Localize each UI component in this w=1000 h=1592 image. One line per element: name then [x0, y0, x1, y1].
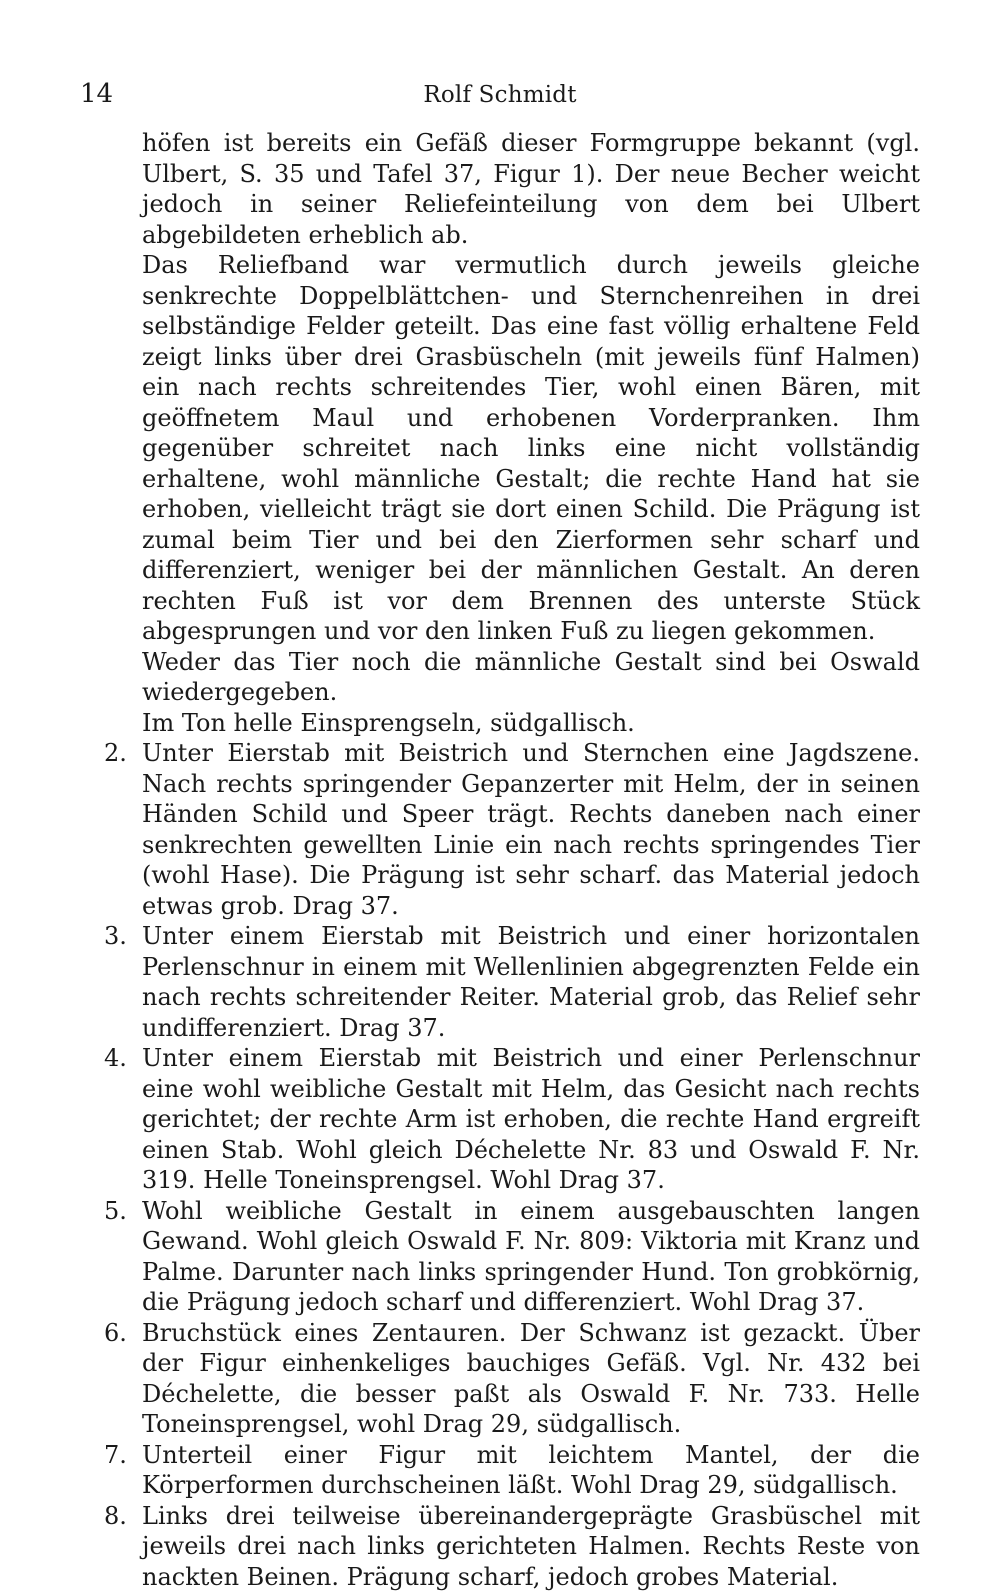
list-text: Unter Eierstab mit Beistrich und Sternchen eine Jagdszene. Nach rechts springender Gepanzerter mit Helm, der in seinen Händen Schild und Speer trägt. Rechts daneben nach einer senkrechten gewellten Linie ein nach rechts springendes Tier (wohl Hase). Die Prägung ist sehr scharf. das Material jedoch etwas grob. Drag 37.: [142, 739, 920, 920]
numbered-list: [142, 738, 920, 1592]
paragraph-relief-description: Das Reliefband war vermutlich durch jeweils gleiche senkrechte Doppelblättchen- und Sternchenreihen in drei selbständige Felder geteilt. Das eine fast völlig erhaltene Feld zeigt links über drei Grasbüscheln (mit jeweils fünf Halmen) ein nach rechts schreitendes Tier, wohl einen Bären, mit geöffnetem Maul und erhobenen Vorderpranken. Ihm gegenüber schreitet nach links eine nicht vollständig erhaltene, wohl männliche Gestalt; die rechte Hand hat sie erhoben, vielleicht trägt sie dort einen Schild. Die Prägung ist zumal beim Tier und bei den Zierformen sehr scharf und differenziert, weniger bei der männlichen Gestalt. An deren rechten Fuß ist vor dem Brennen des unterste Stück abgesprungen und vor den linken Fuß zu liegen gekommen.: [142, 250, 920, 647]
body-text: [142, 128, 920, 1592]
list-number: 8.: [104, 1501, 136, 1532]
list-number: 6.: [104, 1318, 136, 1349]
page-number: 14: [80, 78, 113, 110]
list-text: Unterteil einer Figur mit leichtem Mantel, der die Körperformen durchscheinen läßt. Wohl Drag 29, südgallisch.: [142, 1441, 920, 1500]
list-item-4: [142, 1043, 920, 1196]
list-text: Wohl weibliche Gestalt in einem ausgebauschten langen Gewand. Wohl gleich Oswald F. Nr. 809: Viktoria mit Kranz und Palme. Darunter nach links springender Hund. Ton grobkörnig, die Prägung jedoch scharf und differenziert. Wohl Drag 37.: [142, 1197, 920, 1317]
list-text: Unter einem Eierstab mit Beistrich und einer Perlenschnur eine wohl weibliche Gestalt mit Helm, das Gesicht nach rechts gerichtet; der rechte Arm ist erhoben, die rechte Hand ergreift einen Stab. Wohl gleich Déchelette Nr. 83 und Oswald F. Nr. 319. Helle Toneinsprengsel. Wohl Drag 37.: [142, 1044, 920, 1194]
list-item-8: [142, 1501, 920, 1592]
paragraph-oswald-note: Weder das Tier noch die männliche Gestalt sind bei Oswald wiedergegeben.: [142, 647, 920, 708]
running-head: Rolf Schmidt: [0, 80, 1000, 110]
list-number: 2.: [104, 738, 136, 769]
list-text: Unter einem Eierstab mit Beistrich und einer horizontalen Perlenschnur in einem mit Wellenlinien abgegrenzten Felde ein nach rechts schreitender Reiter. Material grob, das Relief sehr undifferenziert. Drag 37.: [142, 922, 920, 1042]
list-number: 5.: [104, 1196, 136, 1227]
list-item-7: [142, 1440, 920, 1501]
paragraph-clay-note: Im Ton helle Einsprengseln, südgallisch.: [142, 708, 920, 739]
list-number: 4.: [104, 1043, 136, 1074]
list-text: Bruchstück eines Zentauren. Der Schwanz ist gezackt. Über der Figur einhenkeliges bauchiges Gefäß. Vgl. Nr. 432 bei Déchelette, die besser paßt als Oswald F. Nr. 733. Helle Toneinsprengsel, wohl Drag 29, südgallisch.: [142, 1319, 920, 1439]
list-item-5: [142, 1196, 920, 1318]
list-number: 3.: [104, 921, 136, 952]
list-item-3: [142, 921, 920, 1043]
list-text: Links drei teilweise übereinandergeprägte Grasbüschel mit jeweils drei nach links gerichteten Halmen. Rechts Reste von nackten Beinen. Prägung scharf, jedoch grobes Material.: [142, 1502, 920, 1591]
list-item-6: [142, 1318, 920, 1440]
list-number: 7.: [104, 1440, 136, 1471]
paragraph-continuation: höfen ist bereits ein Gefäß dieser Formgruppe bekannt (vgl. Ulbert, S. 35 und Tafel 37, Figur 1). Der neue Becher weicht jedoch in seiner Reliefeinteilung von dem bei Ulbert abgebildeten erheblich ab.: [142, 128, 920, 250]
list-item-2: [142, 738, 920, 921]
